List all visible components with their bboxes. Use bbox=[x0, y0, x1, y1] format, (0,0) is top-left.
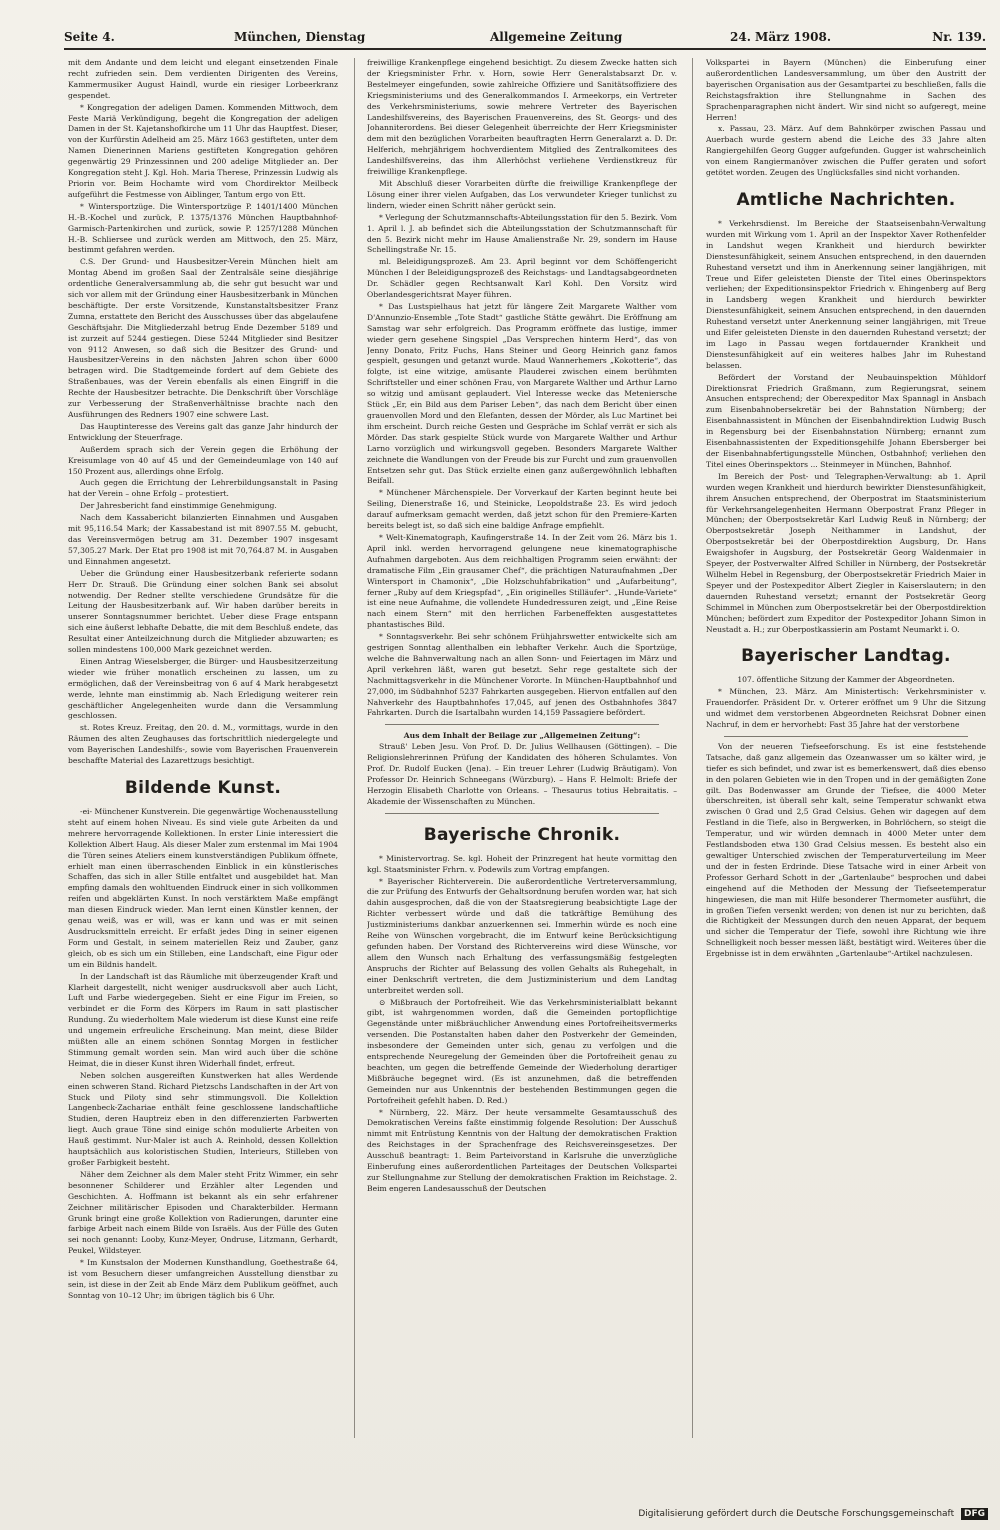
article-paragraph: Neben solchen ausgereiften Kunstwerken hat alles Werdende einen schweren Stand. Richard Pietzschs Landschaften in der Art von Stuck und Piloty sind sehr stimmungsvoll. Die Kollektion Langenbeck-Zachariae enthält feine geschlossene landschaftliche Studien, deren Hauptreiz eben in den differenzierten Farbwerten liegt. Auch graue Töne sind einige schön modulierte Arbeiten von Hauß gestimmt. Nur-Maler ist auch A. Reinhold, dessen Kollektion hauptsächlich aus koloristischen Studien, Interieurs, Stilleben von großer Farbigkeit besteht. bbox=[68, 1070, 338, 1167]
article-paragraph: Von der neueren Tiefseeforschung. Es ist eine feststehende Tatsache, daß ganz allgemein das Ozeanwasser um so kälter wird, je tiefer es sich befindet, und zwar ist es bemerkenswert, daß dies ebenso in den polaren Gebieten wie in den Tropen und in der gemäßigten Zone gilt. Das Bodenwasser am Grunde der Tiefsee, die 4000 Meter überschreiten, ist überall sehr kalt, seine Temperatur schwankt etwa zwischen 0 Grad und 2,5 Grad Celsius. Gehen wir dagegen auf dem Festland in die Tiefe, also in Bergwerken, in Bohrlöchern, so steigt die Temperatur, und wir würden demnach in 4000 Meter unter dem Festlandsboden etwa 130 Grad Celsius messen. Es besteht also ein gewaltiger Unterschied zwischen der Temperaturverteilung im Meer und der in festen Erdrinde. Diese Tatsache wird in einer Arbeit von Professor Gerhard Schott in der „Gartenlaube“ besprochen und dabei eingehend auf die Methoden der Messung der Tiefseetemperatur hingewiesen, die man mit Hilfe besonderer Thermometer ausführt, die in großen Tiefen versenkt werden; von denen ist nur zu berichten, daß die Richtigkeit der Messungen durch den neuen Apparat, der bequem und sicher die Temperatur der Tiefe, sowohl ihre Richtung wie ihre Schnelligkeit noch besser messen läßt, bestätigt wird. Weiteres über die Ergebnisse ist in dem erwähnten „Gartenlaube“-Artikel nachzulesen. bbox=[706, 741, 986, 959]
article-paragraph: * Verlegung der Schutzmannschafts-Abteilungsstation für den 5. Bezirk. Vom 1. April l. J. ab befindet sich die Abteilungsstation der Schutzmannschaft für den 5. Bezirk nicht mehr im Hause Amalienstraße Nr. 29, sondern im Hause Schellingstraße Nr. 15. bbox=[367, 212, 677, 255]
supplement-contents: Strauß' Leben Jesu. Von Prof. D. Dr. Julius Wellhausen (Göttingen). – Die Religionslehrerinnen Prüfung der Kandidaten des höheren Schulamtes. Von Prof. Dr. Rudolf Eucken (Jena). – Ein treuer Lehrer (Ludwig Bräutigam). Von Professor Dr. Heinrich Schneegans (Würzburg). – Hans F. Helmolt: Briefe der Herzogin Elisabeth Charlotte von Orleans. – Thesaurus totius Hebraitatis. – Akademie der Wissenschaften zu München. bbox=[367, 742, 677, 806]
section-divider bbox=[385, 724, 659, 725]
column-middle bbox=[367, 58, 677, 1438]
article-paragraph: * Im Kunstsalon der Modernen Kunsthandlung, Goethestraße 64, ist vom Besuchern dieser umfangreichen Ausstellung dienstbar zu sein, ist diese in der Zeit ab Ende März dem Publikum geöffnet, auch Sonntag von 10–12 Uhr; im übrigen täglich bis 6 Uhr. bbox=[68, 1258, 338, 1300]
article-paragraph: * Verkehrsdienst. Im Bereiche der Staatseisenbahn-Verwaltung wurden mit Wirkung vom 1. April an der Inspektor Xaver Rothenfelder in Landshut wegen Krankheit und hierdurch bewirkter Dienstesunfähigkeit, seinem Ansuchen entsprechend, in den dauernden Ruhestand versetzt und ihm in Anerkennung seiner langjährigen, mit Treue und Eifer geleisteten Dienste der Titel eines Oberinspektors verliehen; der Expeditionsinspektor Friedrich v. Ehingenberg auf Berg in Landsberg wegen Krankheit und hierdurch bewirkter Dienstesunfähigkeit, seinem Ansuchen entsprechend, in den dauernden Ruhestand versetzt unter Anerkennung seiner langjährigen, mit Treue und Eifer geleisteten Dienste in den dauernden Ruhestand versetzt; der im Lago in Passau wegen fortdauernder Krankheit und Dienstesunfähigkeit auf ein weiteres halbes Jahr im Ruhestand belassen. bbox=[706, 218, 986, 370]
newspaper-title: Allgemeine Zeitung bbox=[490, 30, 623, 44]
article-paragraph: * Welt-Kinematograph, Kaufingerstraße 14. In der Zeit vom 26. März bis 1. April inkl. werden hervorragend gelungene neue kinematographische Aufnahmen dargeboten. Aus dem reichhaltigen Programm seien erwähnt: der dramatische Film „Ein grausamer Chef“, die prächtigen Naturaufnahmen „Der Wintersport in Chamonix“, „Die Holzschuhfabrikation“ und „Aufarbeitung“, ferner „Ruby auf dem Kriegspfad“, „Ein originelles Stilläufer“. „Hunde-Variete“ ist eine neue Aufnahme, die vollendete Hundedressuren zeigt, und „Eine Reise nach einem Stern“ mit den herrlichen Farbeneffekten ausgestattetes phantastisches Bild. bbox=[367, 532, 677, 630]
article-paragraph: freiwillige Krankenpflege eingehend besichtigt. Zu diesem Zwecke hatten sich der Kriegsminister Frhr. v. Horn, sowie Herr Generalstabsarzt Dr. v. Bestelmeyer eingefunden, sowie zahlreiche Offiziere und Sanitätsoffiziere des Kriegsministeriums und des Generalkommandos I. Armeekorps, ein Vertreter des Verkehrsministeriums, sowie mehrere Vertreter des Bayerischen Landeshilfsvereins, des Bayerischen Frauenvereins, des St. Georgs- und des Johanniterordens. Bei dieser Gelegenheit überreichte der Herr Kriegsminister dem mit den bezüglichen Vorarbeiten beauftragten Herrn Generalarzt a. D. Dr. Helferich, mehrjährigem hochverdientem Mitglied des Zentralkomitees des Landeshilfsvereins, das ihm Allerhöchst verliehene Verdienstkreuz für freiwillige Krankenpflege. bbox=[367, 58, 677, 177]
supplement-title: Aus dem Inhalt der Beilage zur „Allgemeinen Zeitung“: bbox=[403, 731, 641, 741]
footer-text: Digitalisierung gefördert durch die Deutsche Forschungsgemeinschaft bbox=[638, 1509, 955, 1519]
column-right bbox=[706, 58, 986, 1438]
article-paragraph: Auch gegen die Errichtung der Lehrerbildungsanstalt in Pasing hat der Verein – ohne Erfolg – protestiert. bbox=[68, 478, 338, 499]
digitization-footer bbox=[598, 1508, 988, 1524]
article-paragraph: Nach dem Kassabericht bilanzierten Einnahmen und Ausgaben mit 95,116.54 Mark; der Kassabestand ist mit 8907.55 M. gebucht, das Vereinsvermögen betrug am 31. Dezember 1907 insgesamt 57,305.27 Mark. Der Etat pro 1908 ist mit 70,764.87 M. in Ausgaben und Einnahmen angesetzt. bbox=[68, 513, 338, 566]
article-paragraph: Der Jahresbericht fand einstimmige Genehmigung. bbox=[80, 501, 277, 511]
page-number: Seite 4. bbox=[64, 30, 115, 44]
article-paragraph: ml. Beleidigungsprozeß. Am 23. April beginnt vor dem Schöffengericht München I der Beleidigungsprozeß des Reichstags- und Landtagsabgeordneten Dr. Schädler gegen Rechtsanwalt Karl Kohl. Den Vorsitz wird Oberlandesgerichtsrat Mayer führen. bbox=[367, 257, 677, 300]
article-paragraph: In der Landschaft ist das Räumliche mit überzeugender Kraft und Klarheit dargestellt, nicht weniger ausdrucksvoll aber auch Licht, Luft und Farbe wiedergegeben. Sieht er eine Figur im Freien, so verbindet er die Form des Körpers im Raum in satt plastischer Rundung. Zu wiederholtem Male wiederum ist diese Kunst eine reife und ungemein erfreuliche Erscheinung. Man meint, diese Bilder müßten alle an einem schönen Sonntag Morgen in festlicher Stimmung gemalt worden sein. Man wird auch über die schöne Heimat, die in dieser Kunst ihren Widerhall findet, erfreut. bbox=[68, 971, 338, 1068]
article-paragraph: Volkspartei in Bayern (München) die Einberufung einer außerordentlichen Landesversammlung, um über den Austritt der bayerischen Organisation aus der Gesamtpartei zu beschließen, falls die Reichstagsfraktion ihre Stellungnahme in Sachen des Sprachenparagraphen nicht ändert. Wir sind nicht so aufgeregt, meine Herren! bbox=[706, 58, 986, 122]
article-paragraph: * Nürnberg, 22. März. Der heute versammelte Gesamtausschuß des Demokratischen Vereins faßte einstimmig folgende Resolution: Der Ausschuß nimmt mit Entrüstung Kenntnis von der Haltung der demokratischen Fraktion des Reichstages in der Sprachenfrage des Reichsvereinsgesetzes. Der Ausschuß beantragt: 1. Beim Parteivorstand in Karlsruhe die unverzügliche Einberufung eines außerordentlichen Parteitages der Deutschen Volkspartei zur Stellungnahme zur Stellung der demokratischen Fraktion im Reichstage. 2. Beim engeren Landesausschuß der Deutschen bbox=[367, 1107, 677, 1193]
article-paragraph: * München, 23. März. Am Ministertisch: Verkehrsminister v. Frauendorfer. Präsident Dr. v. Orterer eröffnet um 9 Uhr die Sitzung und widmet dem verstorbenen Abgeordneten Reichsrat Dobner einen Nachruf, in dem er hervorhebt: Fast 35 Jahre hat der verstorbene bbox=[706, 687, 986, 730]
column-divider bbox=[354, 58, 355, 1438]
section-heading-bayerische-chronik: Bayerische Chronik. bbox=[423, 824, 621, 845]
article-paragraph: Ueber die Gründung einer Hausbesitzerbank referierte sodann Herr Dr. Strauß. Die Gründung einer solchen Bank sei absolut notwendig. Der Redner stellte verschiedene Grundsätze für die Leitung der Hausbesitzerbank auf. Wir haben darüber bereits in unserer Sonntagsnummer berichtet. Ueber diese Frage entspann sich eine äußerst lebhafte Debatte, die mit dem Beschluß endete, das Resultat einer Anteilzeichnung durch die Mitglieder abzuwarten; es sollen mindestens 100,000 Mark gezeichnet werden. bbox=[68, 568, 338, 655]
article-paragraph: -ei- Münchener Kunstverein. Die gegenwärtige Wochenausstellung steht auf einem hohen Niveau. Es sind viele gute Arbeiten da und mehrere hervorragende Kollektionen. In erster Linie interessiert die Kollektion Albert Haug. Als dieser Maler zum erstenmal im Mai 1904 die Türen seines Ateliers einem kunstverständigen Publikum öffnete, erhielt man einen überraschenden Einblick in ein künstlerisches Schaffen, das sich in aller Stille entfaltet und ausgebildet hat. Man empfing damals den wohltuenden Eindruck einer in sich vollkommen reifen und abgeklärten Kunst. In noch verstärktem Maße empfängt man diesen Eindruck wieder. Man lernt einen Künstler kennen, der genau weiß, was er will, was er kann und was er mit seinen Ausdrucksmitteln erreicht. Er erfaßt jedes Ding in seiner eigenen Form und Gestalt, in seinem materiellen Reiz und Zauber, ganz gleich, ob es sich um ein Stilleben, eine Landschaft, eine Figur oder um ein Bildnis handelt. bbox=[68, 807, 338, 969]
article-paragraph: * Bayerischer Richterverein. Die außerordentliche Vertreterversammlung, die zur Prüfung des Entwurfs der Gehaltsordnung berufen worden war, hat sich dahin ausgesprochen, daß die von der Staatsregierung beabsichtigte Lage der Richter verbessert würde und daß die tatkräftige Bemühung des Justizministeriums dankbar anzuerkennen sei. Immerhin würde es noch eine Reihe von Wünschen vorgebracht, die im Entwurf keine Berücksichtigung gefunden haben. Der Vorstand des Richtervereins wird diese Wünsche, vor allem den Wunsch nach Erhaltung des verfassungsmäßig festgelegten Anspruchs der Richter auf Belassung des vollen Gehalts als Ruhegehalt, in einer Denkschrift vertreten, die dem Justizministerium und dem Landtag unterbreitet werden soll. bbox=[367, 876, 677, 995]
article-paragraph: Im Bereich der Post- und Telegraphen-Verwaltung: ab 1. April wurden wegen Krankheit und hierdurch bewirkter Dienstesunfähigkeit, ihrem Ansuchen entsprechend, der Oberpostrat im Staatsministerium für Verkehrsangelegenheiten Hermann Oberpostrat Franz Pfleger in München; der Oberpostsekretär Karl Ludwig Reuß in Nürnberg; der Oberpostsekretär Joseph Neithammer in Landshut, der Oberpostsekretär bei der Oberpostdirektion Augsburg, Dr. Hans Ewaigshofer in Augsburg, der Postsekretär Georg Waldenmaier in Speyer, der Postverwalter Alfred Schiller in Nürnberg, der Postsekretär Wilhelm Hebel in Regensburg, der Oberpostsekretär Friedrich Maier in Speyer und der Postexpeditor Albert Ziegler in Kaiserslautern; in den dauernden Ruhestand versetzt; ernannt der Postsekretär Georg Schimmel in München zum Oberpostsekretär bei der Oberpostdirektion München; befördert zum Expeditor der Postexpeditor Johann Simon in Neustadt a. H.; zur Oberpostkassierin am Postamt Neumarkt i. O. bbox=[706, 471, 986, 634]
page-header bbox=[64, 28, 986, 50]
section-divider bbox=[385, 813, 659, 814]
article-paragraph: Befördert der Vorstand der Neubauinspektion Mühldorf Direktionsrat Friedrich Graßmann, zum Regierungsrat, seinem Ansuchen entsprechend; der Oberexpeditor Max Spannagl in Ansbach zum Eisenbahnobersekretär bei der Bahnstation Nürnberg; der Eisenbahnassistent in München der Eisenbahndirektion Ludwig Busch in Regensburg bei der Eisenbahnstation Nürnberg; ernannt zum Eisenbahnassistenten der Expeditionsgehilfe Johann Ebersberger bei der Eisenbahnabfertigungsstelle München, Ostbahnhof; verliehen den Titel eines Oberinspektors ... Steinmeyer in München, Bahnhof. bbox=[706, 372, 986, 469]
issue-number: Nr. 139. bbox=[932, 30, 986, 44]
article-paragraph: * Ministervortrag. Se. kgl. Hoheit der Prinzregent hat heute vormittag den kgl. Staatsminister Frhrn. v. Podewils zum Vortrag empfangen. bbox=[367, 853, 677, 874]
article-paragraph: * Wintersportzüge. Die Wintersportzüge P. 1401/1400 München H.-B.-Kochel und zurück, P. 1375/1376 München Hauptbahnhof-Garmisch-Partenkirchen und zurück, sowie P. 1257/1288 München H.-B. Schliersee und zurück werden am Mittwoch, den 25. März, bestimmt gefahren werden. bbox=[68, 201, 338, 255]
article-paragraph: Das Hauptinteresse des Vereins galt das ganze Jahr hindurch der Entwicklung der Steuerfrage. bbox=[68, 421, 338, 442]
article-paragraph: Mit Abschluß dieser Vorarbeiten dürfte die freiwillige Krankenpflege der Lösung einer ihrer vielen Aufgaben, das Los verwundeter Krieger tunlichst zu lindern, wieder einen Schritt näher gerückt sein. bbox=[367, 178, 677, 210]
article-paragraph: * Kongregation der adeligen Damen. Kommenden Mittwoch, dem Feste Mariä Verkündigung, begeht die Kongregation der adeligen Damen in der St. Kajetanshofkirche um 11 Uhr das Hauptfest. Dieser, von der Kurfürstin Adelheid am 25. März 1663 gestifteten, unter dem Namen Dienerinnen Mariens gestifteten Kongregation gehören gegenwärtig 29 Prinzessinnen und 200 adelige Mitglieder an. Der Kongregation steht J. Kgl. Hoh. Maria Therese, Prinzessin Ludwig als Priorin vor. Beim Hochamte wird vom Chordirektor Meilbeck aufgeführt die Festmesse von Aiblinger, Tantum ergo von Ett. bbox=[68, 102, 338, 199]
article-paragraph: st. Rotes Kreuz. Freitag, den 20. d. M., vormittags, wurde in den Räumen des alten Zeughauses das fortschrittlich niedergelegte und vom Bayerischen Landeshilfs-, sowie vom Bayerischen Frauenverein beschaffte Material des Lazarettzugs besichtigt. bbox=[68, 723, 338, 766]
article-paragraph: * Sonntagsverkehr. Bei sehr schönem Frühjahrswetter entwickelte sich am gestrigen Sonntag allenthalben ein lebhafter Verkehr. Auch die Sportzüge, welche die Bahnverwaltung nach an allen Sonn- und Feiertagen im März und April verkehren läßt, waren gut besetzt. Sehr rege gestaltete sich der Nachmittagsverkehr in die Münchener Vororte. In München-Hauptbahnhof und 27,000, im Südbahnhof 5237 Fahrkarten ausgegeben. Hiervon entfallen auf den Nahverkehr des Hauptbahnhofes 17,045, auf jenen des Ostbahnhofes 3847 Fahrkarten. Durch die Isartalbahn wurden 14,159 Passagiere befördert. bbox=[367, 632, 677, 718]
place-and-day: München, Dienstag bbox=[234, 30, 366, 44]
article-paragraph: mit dem Andante und dem leicht und elegant einsetzenden Finale recht zufrieden sein. Dem verdienten Dirigenten des Vereins, Kammermusiker August Haindl, wurde ein riesiger Lorbeerkranz gespendet. bbox=[68, 58, 338, 100]
dfg-logo: DFG bbox=[961, 1508, 988, 1520]
session-title: 107. öffentliche Sitzung der Kammer der Abgeordneten. bbox=[737, 675, 955, 685]
article-paragraph: x. Passau, 23. März. Auf dem Bahnkörper zwischen Passau und Auerbach wurde gestern abend die Leiche des 33 Jahre alten Rangiergehilfen Georg Gugger aufgefunden. Gugger ist wahrscheinlich von einem Rangiermanöver zwischen die Puffer geraten und sofort getötet worden. Zeugen des Unglücksfalles sind nicht vorhanden. bbox=[706, 124, 986, 178]
article-paragraph: C.S. Der Grund- und Hausbesitzer-Verein München hielt am Montag Abend im großen Saal der Zentralsäle seine diesjährige ordentliche Generalversammlung ab, die sehr gut besucht war und sich vor allem mit der Gründung einer Hausbesitzerbank in München beschäftigte. Der erste Vorsitzende, Kunstanstaltsbesitzer Franz Zumna, erstattete den Bericht des Ausschusses über das abgelaufene Geschäftsjahr. Die Mitgliederzahl betrug Ende Dezember 5189 und ist zurzeit auf 5244 gestiegen. Diese 5244 Mitglieder sind Besitzer von 9112 Anwesen, so daß sich die Besitzer des Grund- und Hausbesitzer-Vereins in den nächsten Jahren schon über 6000 betragen wird. Die Stadtgemeinde fordert auf dem Gebiete des Straßenbaues, was der Verein ebenfalls als einen Eingriff in die Rechte der Hausbesitzer betrachte. Die Denkschrift über Vorschläge zur Verbesserung der Straßenverhältnisse brachte nach den Ausführungen des Redners 1907 eine schwere Last. bbox=[68, 257, 338, 419]
issue-date: 24. März 1908. bbox=[730, 30, 832, 44]
article-paragraph: * Münchener Märchenspiele. Der Vorverkauf der Karten beginnt heute bei Seiling, Dienerstraße 16, und Steinicke, Leopoldstraße 23. Es wird jedoch darauf aufmerksam gemacht werden, daß jetzt schon für den Premiere-Karten bereits belegt ist, so daß sich eine baldige Anfrage empfiehlt. bbox=[367, 488, 677, 531]
article-paragraph: ⊙ Mißbrauch der Portofreiheit. Wie das Verkehrsministerialblatt bekannt gibt, ist wahrgenommen worden, daß die Gemeinden portopflichtige Gegenstände unter mißbräuchlicher Anwendung eines Portofreiheitsvermerks versenden. Die Postanstalten haben daher den Postverkehr der Gemeinden, insbesondere der Gemeinden unter sich, genau zu verfolgen und die entsprechende Neuregelung der Gemeinden über die Portofreiheit genau zu beachten, um gegen die betreffende Gemeinde der Wiederholung derartiger Mißbräuche begegnet wird. (Es ist anzunehmen, daß die betreffenden Gemeinden nur aus Unkenntnis der bestehenden Bestimmungen gegen die Portofreiheit gefehlt haben. D. Red.) bbox=[367, 997, 677, 1105]
column-divider bbox=[692, 58, 693, 1438]
section-heading-bildende-kunst: Bildende Kunst. bbox=[124, 778, 282, 798]
column-left bbox=[68, 58, 338, 1438]
article-paragraph: Näher dem Zeichner als dem Maler steht Fritz Wimmer, ein sehr besonnener Schilderer und Erzähler alter Legenden und Geschichten. A. Hoffmann ist bekannt als ein sehr erfahrener Zeichner militärischer Episoden und Charakterbilder. Hermann Grunk bringt eine große Kollektion von Radierungen, darunter eine farbige Arbeit nach einem Bilde von Israëls. Aus der Fülle des Guten sei noch genannt: Looby, Kunz-Meyer, Ondruse, Litzmann, Gerhardt, Peukel, Wildsteyer. bbox=[68, 1169, 338, 1256]
section-divider bbox=[724, 736, 968, 737]
section-heading-bayerischer-landtag: Bayerischer Landtag. bbox=[741, 646, 951, 667]
section-heading-amtliche-nachrichten: Amtliche Nachrichten. bbox=[736, 189, 956, 210]
article-paragraph: * Das Lustspielhaus hat jetzt für längere Zeit Margarete Walther vom D'Annunzio-Ensemble „Tote Stadt“ gastliche Stätte gewährt. Die Eröffnung am Samstag war sehr erfolgreich. Das Programm eröffnete das lustige, immer wieder gern gesehene Singspiel „Das Versprechen hinterm Herd“, das von Jenny Donato, Fritz Fuchs, Hans Steiner und Georg Heinrich ganz famos gespielt, gesungen und getanzt wurde. Maud Wannerhemers „Kokotterie“, das folgte, ist eine witzige, amüsante Plauderei zwischen einem berühmten Schriftsteller und einer schönen Frau, von Margarete Walther und Arthur Larno so witzig und amüsant geplaudert. Viel Interesse wecke das Meteniersche Stück „Er, ein Bild aus dem Pariser Leben“, das nach dem Bericht über einen grauenvollen Mord und den Elefanten, dessen der Mörder, als Luc Martinet bei ihm erscheint. Durch reiche Gesten und Gespräche im Schlaf verrät er sich als Mörder. Das stark gespielte Stück wurde von Margarete Walther und Arthur Larno vorzüglich und wirkungsvoll gegeben. Besonders Margarete Walther zeichnete die Wandlungen von der Freude bis zur Furcht und zum grauenvollen Entsetzen sehr gut. Das Stück erzielte einen ganz außergewöhnlich lebhaften Beifall. bbox=[367, 301, 677, 486]
article-paragraph: Außerdem sprach sich der Verein gegen die Erhöhung der Kreisumlage von 40 auf 45 und der Gemeindeumlage von 140 auf 150 Prozent aus, allerdings ohne Erfolg. bbox=[68, 444, 338, 476]
article-paragraph: Einen Antrag Wieselsberger, die Bürger- und Hausbesitzerzeitung wieder wie früher monatlich erscheinen zu lassen, um zu ermöglichen, daß der Vereinsbeitrag von 6 auf 4 Mark herabgesetzt werde, lehnte man einstimmig ab. Nach Erledigung weiterer rein geschäftlicher Angelegenheiten wurde dann die Versammlung geschlossen. bbox=[68, 656, 338, 721]
